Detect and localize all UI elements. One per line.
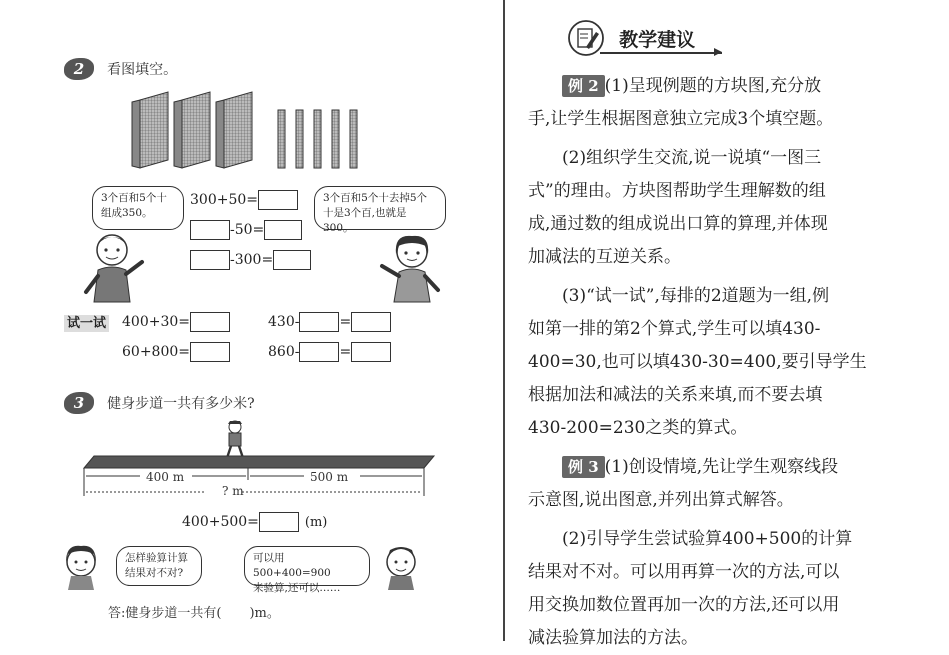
boy-small-illustration bbox=[376, 540, 426, 590]
try-eq-b2 bbox=[268, 342, 391, 362]
text-line: (1)呈现例题的方块图,充分放 bbox=[604, 76, 822, 96]
text-line: (2)引导学生尝试验算400+500的计算 bbox=[562, 529, 853, 549]
hundred-block-1 bbox=[132, 92, 168, 168]
answer-box[interactable] bbox=[259, 512, 299, 532]
girl-small-illustration bbox=[56, 540, 106, 590]
bubble-line: 组成350。 bbox=[101, 207, 153, 219]
try-eq-a1 bbox=[122, 312, 230, 332]
answer-box[interactable] bbox=[190, 312, 230, 332]
answer-box[interactable] bbox=[351, 342, 391, 362]
bubble-line: 十是3个百,也就是300。 bbox=[323, 207, 407, 234]
answer-box[interactable] bbox=[264, 220, 302, 240]
text-line: (1)创设情境,先让学生观察线段 bbox=[604, 457, 839, 477]
text-line: 式”的理由。方块图帮助学生理解数的组 bbox=[528, 181, 826, 201]
try-eq-a2 bbox=[268, 312, 391, 332]
text-line: 根据加法和减法的关系来填,而不要去填 bbox=[528, 385, 823, 405]
example-number-badge: 3 bbox=[64, 392, 94, 414]
speech-bubble-question bbox=[116, 546, 202, 586]
example-3-equation bbox=[182, 512, 327, 532]
answer-box[interactable] bbox=[190, 220, 230, 240]
equation-text: = bbox=[339, 344, 352, 360]
equation-1 bbox=[190, 190, 298, 210]
equation-3 bbox=[190, 250, 311, 270]
equation-text: 300+50= bbox=[190, 192, 258, 208]
answer-box[interactable] bbox=[190, 342, 230, 362]
text-line: (3)“试一试”,每排的2道题为一组,例 bbox=[562, 286, 830, 306]
unit-label: (m) bbox=[304, 515, 328, 530]
answer-box[interactable] bbox=[299, 312, 339, 332]
boy-illustration bbox=[72, 232, 152, 304]
equation-text: = bbox=[339, 314, 352, 330]
speech-bubble-girl bbox=[314, 186, 446, 234]
example-2-header bbox=[64, 58, 177, 80]
try-it-row-1 bbox=[64, 312, 109, 331]
try-eq-b1 bbox=[122, 342, 230, 362]
heading-underline bbox=[600, 52, 722, 54]
track-strip bbox=[84, 456, 434, 468]
equation-text: 60+800= bbox=[122, 344, 190, 360]
speech-bubble-boy bbox=[92, 186, 184, 230]
equation-text: 400+30= bbox=[122, 314, 190, 330]
text-line: 用交换加数位置再加一次的方法,还可以用 bbox=[528, 595, 840, 615]
answer-prefix: 答:健身步道一共有( bbox=[108, 606, 222, 621]
equation-2 bbox=[190, 220, 302, 240]
text-line: (2)组织学生交流,说一说填“一图三 bbox=[562, 148, 822, 168]
para4-line1 bbox=[528, 451, 928, 484]
equation-text: -300= bbox=[230, 252, 274, 268]
heading-arrow bbox=[714, 48, 722, 56]
base-ten-blocks bbox=[130, 88, 370, 170]
segment-left-length: 400 m bbox=[146, 470, 185, 484]
equation-text: -50= bbox=[230, 222, 265, 238]
bubble-line: 结果对不对? bbox=[125, 567, 184, 579]
example-tag: 例 3 bbox=[562, 456, 605, 478]
speech-bubble-answer bbox=[244, 546, 370, 594]
equation-text: 400+500= bbox=[182, 514, 259, 530]
answer-suffix: )m。 bbox=[249, 606, 280, 621]
hundred-block-3 bbox=[216, 92, 252, 168]
equation-text: 860- bbox=[268, 344, 300, 360]
example-title: 看图填空。 bbox=[107, 62, 178, 78]
text-line: 手,让学生根据图意独立完成3个填空题。 bbox=[528, 109, 834, 129]
text-line: 成,通过数的组成说出口算的算理,并体现 bbox=[528, 214, 828, 234]
text-line: 结果对不对。可以用再算一次的方法,可以 bbox=[528, 562, 840, 582]
bubble-line: 3个百和5个十去掉5个 bbox=[323, 192, 428, 204]
girl-illustration bbox=[372, 232, 452, 304]
answer-box[interactable] bbox=[351, 312, 391, 332]
text-line: 430-200=230之类的算式。 bbox=[528, 418, 748, 438]
answer-box[interactable] bbox=[273, 250, 311, 270]
equation-text: 430- bbox=[268, 314, 300, 330]
text-line: 减法验算加法的方法。 bbox=[528, 628, 698, 648]
teaching-advice-body bbox=[528, 70, 928, 655]
ten-rods bbox=[278, 110, 357, 168]
total-length: ? m bbox=[222, 484, 244, 498]
text-line: 400=30,也可以填430-30=400,要引导学生 bbox=[528, 352, 867, 372]
segment-right-length: 500 m bbox=[310, 470, 349, 484]
example-title: 健身步道一共有多少米? bbox=[107, 396, 255, 412]
answer-box[interactable] bbox=[299, 342, 339, 362]
text-line: 如第一排的第2个算式,学生可以填430- bbox=[528, 319, 821, 339]
answer-box[interactable] bbox=[258, 190, 298, 210]
track-diagram bbox=[78, 452, 440, 502]
text-line: 示意图,说出图意,并列出算式解答。 bbox=[528, 490, 794, 510]
heading-text: 教学建议 bbox=[619, 28, 696, 51]
example-number-badge: 2 bbox=[64, 58, 94, 80]
para1-line1 bbox=[528, 70, 928, 103]
bubble-line: 怎样验算计算 bbox=[125, 552, 188, 564]
answer-box[interactable] bbox=[190, 250, 230, 270]
try-it-label: 试一试 bbox=[64, 315, 109, 332]
bubble-line: 3个百和5个十 bbox=[101, 192, 167, 204]
hundred-block-2 bbox=[174, 92, 210, 168]
answer-sentence bbox=[108, 602, 280, 621]
bubble-line: 可以用500+400=900 bbox=[253, 552, 331, 579]
bubble-line: 来验算,还可以…… bbox=[253, 582, 341, 594]
example-tag: 例 2 bbox=[562, 75, 605, 97]
example-3-header bbox=[64, 392, 255, 414]
text-line: 加减法的互逆关系。 bbox=[528, 247, 681, 267]
